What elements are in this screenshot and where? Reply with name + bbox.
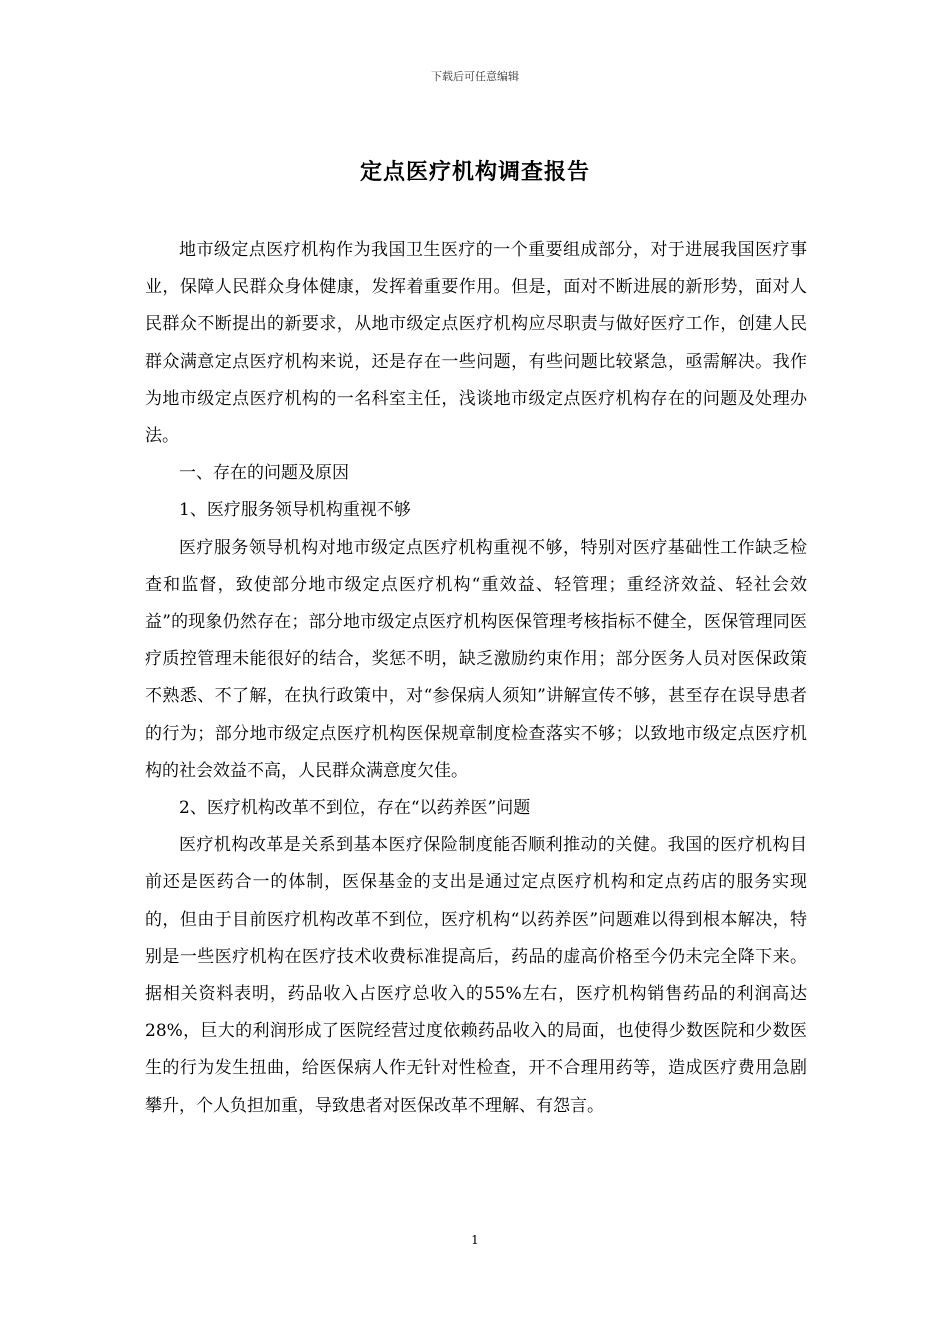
header-note: 下载后可任意编辑 — [431, 70, 519, 83]
subheading-leadership: 1、医疗服务领导机构重视不够 — [179, 500, 411, 521]
paragraph-intro: 地市级定点医疗机构作为我国卫生医疗的一个重要组成部分，对于进展我国医疗事业，保障人民群众身体健康，发挥着重要作用。但是，面对不断进展的新形势，面对人民群众不断提出的新要求，从地市级定点医疗机构应尽职责与做好医疗工作，创建人民群众满意定点医疗机构来说，还是存在一些问题，有些问题比较紧急，亟需解决。我作为地市级定点医疗机构的一名科室主任，浅谈地市级定点医疗机构存在的问题及处理办法。 — [145, 240, 807, 447]
document-title: 定点医疗机构调查报告 — [359, 159, 590, 185]
section-heading-problems: 一、存在的问题及原因 — [179, 463, 349, 484]
subheading-reform: 2、医疗机构改革不到位，存在“以药养医”问题 — [179, 798, 531, 819]
page-number: 1 — [471, 1233, 479, 1247]
paragraph-reform: 医疗机构改革是关系到基本医疗保险制度能否顺利推动的关健。我国的医疗机构目前还是医药合一的体制，医保基金的支出是通过定点医疗机构和定点药店的服务实现的，但由于目前医疗机构改革不到位，医疗机构“以药养医”问题难以得到根本解决，特别是一些医疗机构在医疗技术收费标准提高后，药品的虚高价格至今仍未完全降下来。据相关资料表明，药品收入占医疗总收入的55%左右，医疗机构销售药品的利润高达28%，巨大的利润形成了医院经营过度依赖药品收入的局面，也使得少数医院和少数医生的行为发生扭曲，给医保病人作无针对性检查，开不合理用药等，造成医疗费用急剧攀升，个人负担加重，导致患者对医保改革不理解、有怨言。 — [145, 835, 807, 1116]
paragraph-leadership: 医疗服务领导机构对地市级定点医疗机构重视不够，特别对医疗基础性工作缺乏检查和监督，致使部分地市级定点医疗机构“重效益、轻管理；重经济效益、轻社会效益”的现象仍然存在；部分地市级定点医疗机构医保管理考核指标不健全，医保管理同医疗质控管理未能很好的结合，奖惩不明，缺乏激励约束作用；部分医务人员对医保政策不熟悉、不了解，在执行政策中，对“参保病人须知”讲解宣传不够，甚至存在误导患者的行为；部分地市级定点医疗机构医保规章制度检查落实不够；以致地市级定点医疗机构的社会效益不高，人民群众满意度欠佳。 — [145, 537, 807, 781]
document-body — [145, 232, 807, 1125]
